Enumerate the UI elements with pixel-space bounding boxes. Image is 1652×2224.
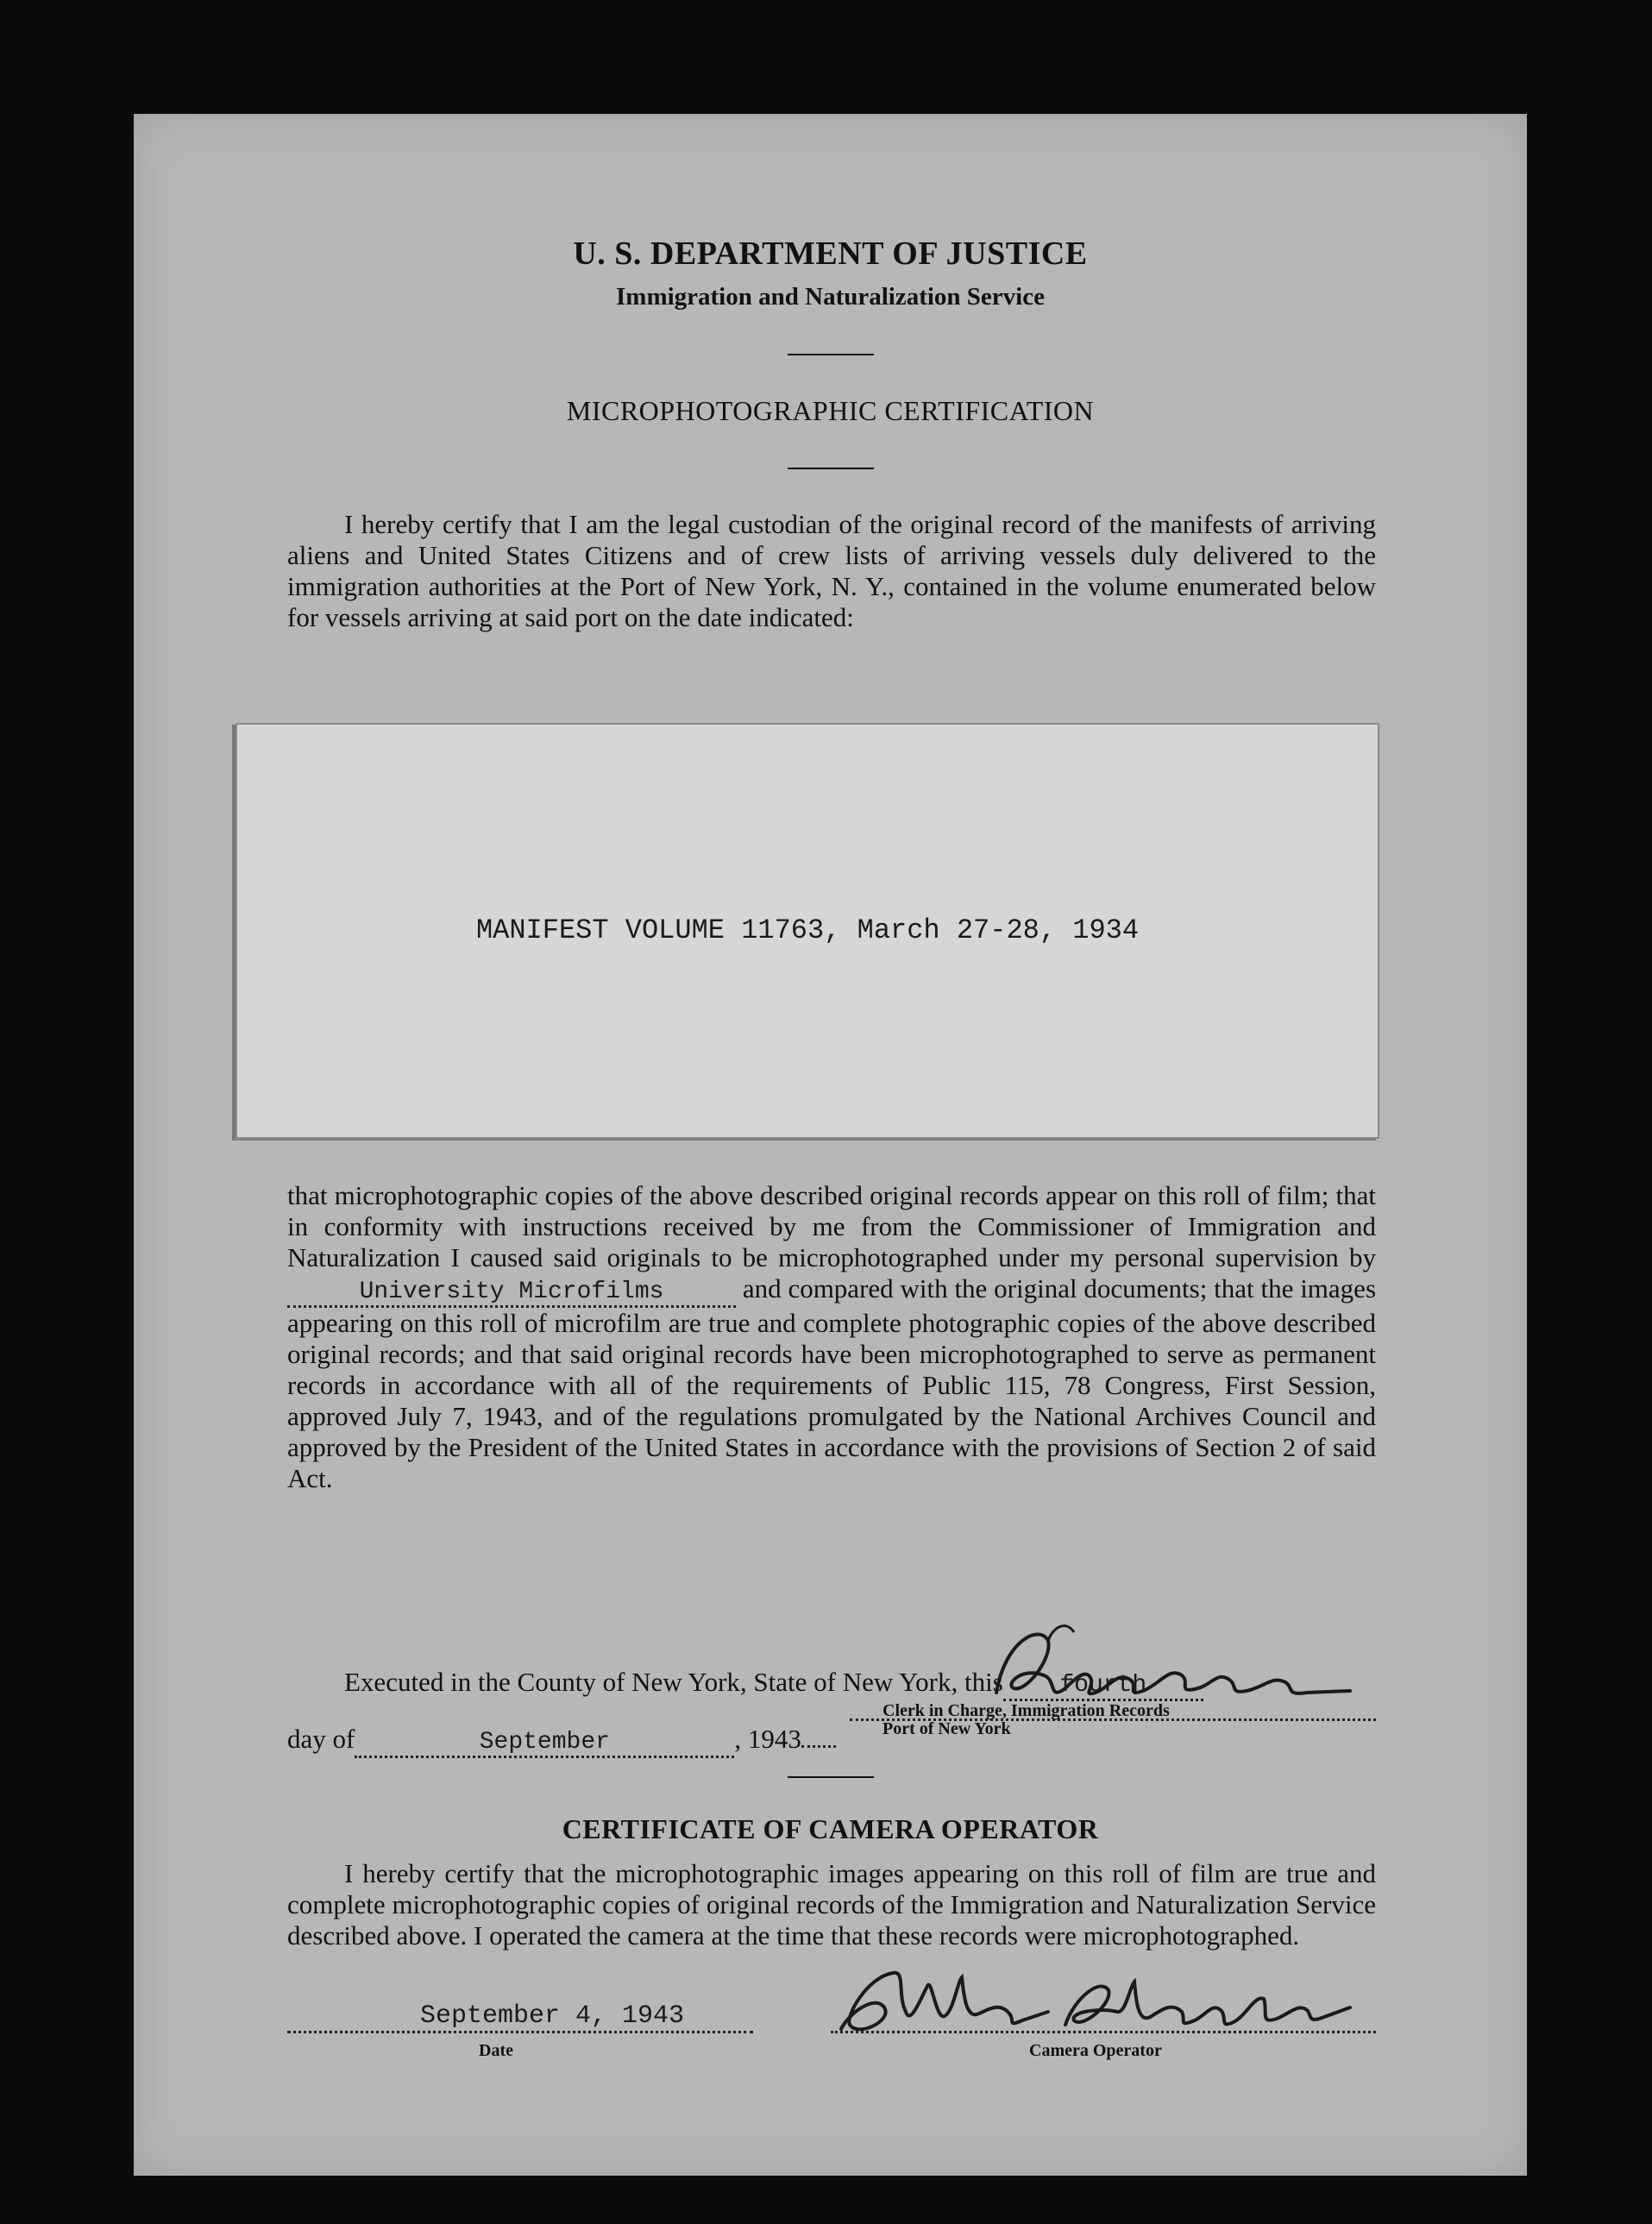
month-field bbox=[355, 1724, 734, 1758]
date-line bbox=[287, 1724, 1376, 1758]
operator-date-line bbox=[287, 2001, 753, 2033]
operator-date-value: September 4, 1943 bbox=[420, 2001, 685, 2031]
operator-signature-line bbox=[831, 2001, 1376, 2033]
camera-operator-title: CERTIFICATE OF CAMERA OPERATOR bbox=[562, 1813, 1099, 1844]
clerk-title-line2: Port of New York bbox=[883, 1719, 1011, 1738]
camera-operator-paragraph: I hereby certify that the microphotographic images appearing on this roll of film are true and complete microphotographic copies of original records of the Immigration and Naturalization Service described above. I operated the camera at the time that these records were microphotographed. bbox=[287, 1858, 1376, 1951]
month-value: September bbox=[479, 1729, 610, 1756]
divider-rule bbox=[788, 354, 874, 355]
clerk-title-line1: Clerk in Charge, Immigration Records bbox=[883, 1701, 1170, 1720]
service-heading: Immigration and Naturalization Service bbox=[616, 283, 1045, 311]
paragraph-text-before: that microphotographic copies of the above described original records appear on this roll of film; that in conformity with instructions received by me from the Commissioner of Immigration and Naturalization I caused said originals to be microphotographed under my personal supervision by bbox=[287, 1180, 1376, 1272]
day-of-label: day of bbox=[287, 1724, 355, 1754]
custodian-paragraph: I hereby certify that I am the legal custodian of the original record of the manifests of arriving aliens and United States Citizens and of crew lists of arriving vessels duly delivered to the immigration authorities at the Port of New York, N. Y., contained in the volume enumerated below for vessels arriving at said port on the date indicated: bbox=[287, 509, 1376, 632]
certification-paragraph bbox=[287, 1180, 1376, 1494]
paragraph-text-after: and compared with the original documents; that the images appearing on this roll of microfilm are true and complete photographic copies of the above described original records; and that said original records have been microphotographed to serve as permanent records in accordance with all of the requirements of Public 115, 78 Congress, First Session, approved July 7, 1943, and of the regulations promulgated by the National Archives Council and approved by the President of the United States in accordance with the provisions of Section 2 of said Act. bbox=[287, 1273, 1377, 1493]
manifest-slip bbox=[236, 723, 1379, 1139]
day-value: fourth bbox=[1059, 1672, 1147, 1699]
microfilm-company-value: University Microfilms bbox=[359, 1278, 664, 1305]
divider-rule bbox=[788, 1776, 874, 1778]
divider-rule bbox=[788, 468, 874, 469]
microfilm-company-field bbox=[287, 1273, 736, 1308]
manifest-volume-text: MANIFEST VOLUME 11763, March 27-28, 1934 bbox=[475, 914, 1140, 946]
certification-title: MICROPHOTOGRAPHIC CERTIFICATION bbox=[566, 395, 1095, 426]
camera-operator-label: Camera Operator bbox=[1029, 2041, 1162, 2060]
certificate-sheet bbox=[134, 114, 1527, 2176]
year-text: , 1943 bbox=[734, 1724, 801, 1754]
department-heading: U. S. DEPARTMENT OF JUSTICE bbox=[573, 236, 1088, 272]
execution-text: Executed in the County of New York, State of New York, this bbox=[344, 1667, 1003, 1697]
year-dots bbox=[801, 1745, 836, 1748]
date-label: Date bbox=[479, 2041, 513, 2060]
